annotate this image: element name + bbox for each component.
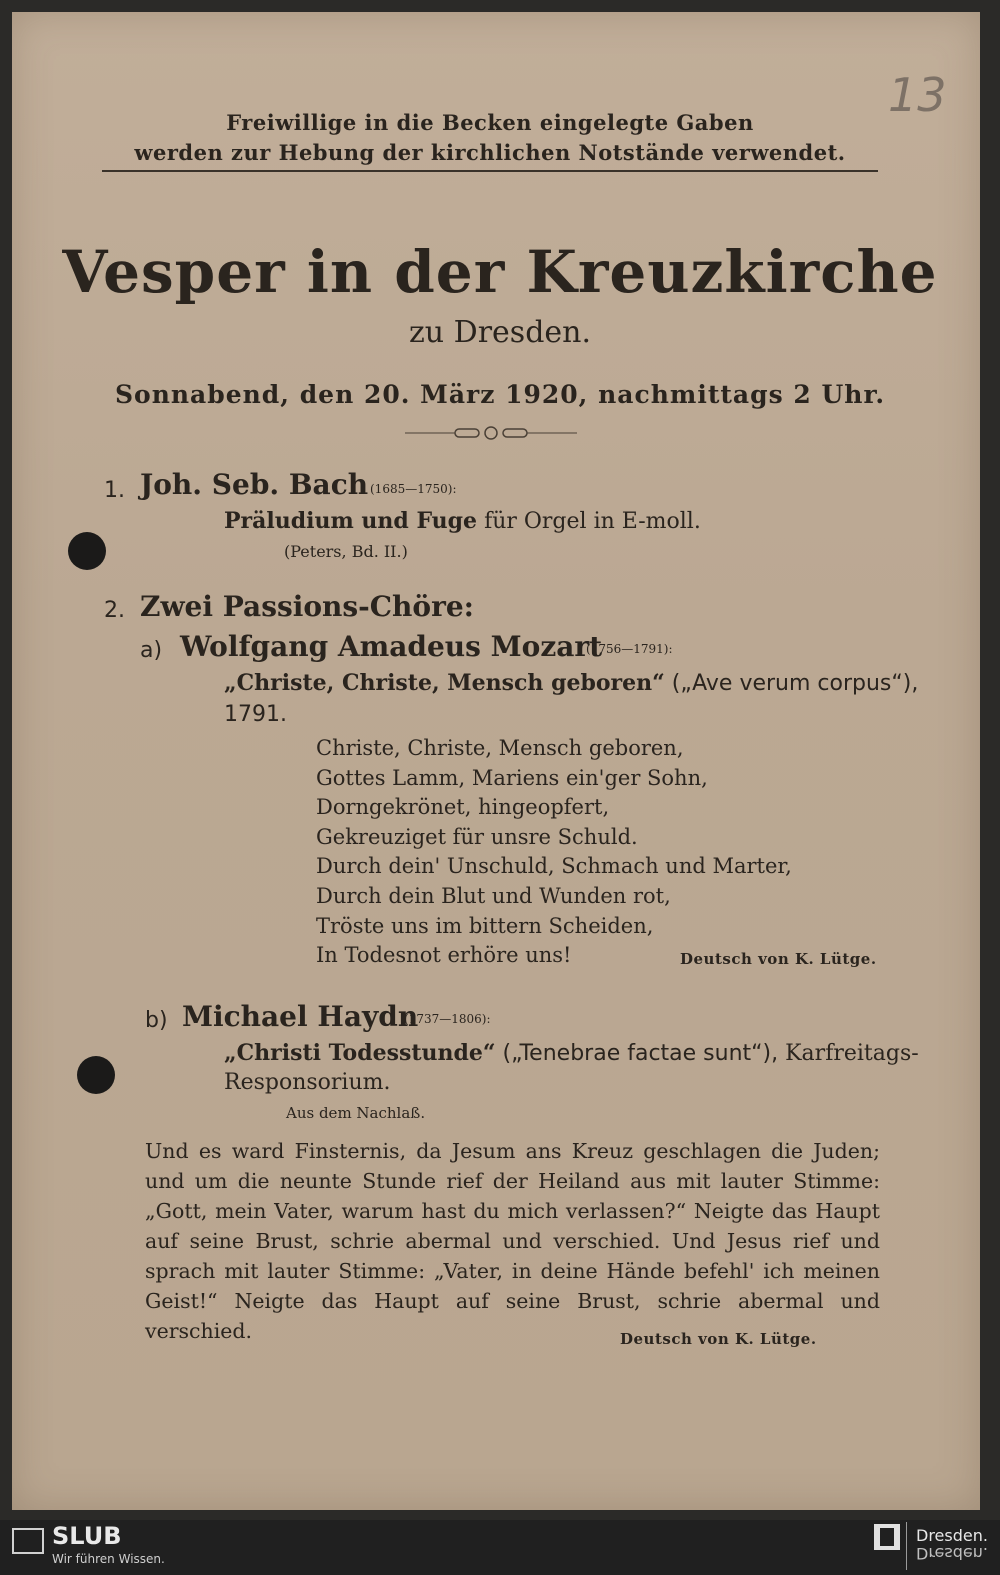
ornament-divider xyxy=(405,424,577,442)
work-year: 1791. xyxy=(224,702,287,727)
handwritten-page-number: 13 xyxy=(888,68,947,122)
poem-line: Christe, Christe, Mensch geboren, xyxy=(316,736,684,760)
poem-line: Durch dein' Unschuld, Schmach und Marter, xyxy=(316,854,792,879)
dresden-logo[interactable]: Dresden. xyxy=(916,1526,988,1545)
slub-brand[interactable]: SLUB xyxy=(52,1522,122,1550)
work-title-main: „Christe, Christe, Mensch geboren“ xyxy=(224,670,665,696)
footer-divider xyxy=(906,1522,907,1570)
poem-text xyxy=(316,734,792,971)
section-heading: Zwei Passions-Chöre: xyxy=(140,590,474,623)
item-number: 1. xyxy=(104,478,125,503)
composer-dates: (1685—1750): xyxy=(370,482,457,496)
composer-name: Wolfgang Amadeus Mozart xyxy=(180,630,603,663)
sub-item-letter: a) xyxy=(140,638,163,663)
work-title xyxy=(224,508,701,534)
composer-name: Michael Haydn xyxy=(182,1000,419,1033)
dresden-crest-icon xyxy=(874,1524,900,1550)
poem-line: Dorngekrönet, hingeopfert, xyxy=(316,795,610,820)
translation-credit: Deutsch von K. Lütge. xyxy=(680,950,877,968)
punch-hole-top xyxy=(68,532,106,570)
work-title-rest: für Orgel in E-moll. xyxy=(484,509,701,534)
work-title-line2: Responsorium. xyxy=(224,1070,391,1095)
dresden-logo-reflection: Dresden. xyxy=(916,1544,988,1563)
work-title-main: „Christi Todesstunde“ xyxy=(224,1040,496,1066)
poem-line: Tröste uns im bittern Scheiden, xyxy=(316,913,654,938)
poem-line: Gottes Lamm, Mariens ein'ger Sohn, xyxy=(316,765,708,790)
slub-tagline: Wir führen Wissen. xyxy=(52,1552,165,1566)
program-title: Vesper in der Kreuzkirche xyxy=(62,238,938,306)
work-title-tail: Karfreitags- xyxy=(785,1041,919,1066)
responsory-text: Und es ward Finsternis, da Jesum ans Kreuz geschlagen die Juden; und um die neunte Stunde rief der Heiland aus mit lauter Stimme: „Gott, mein Vater, warum hast du mich verlassen?“ Neigte das Haupt auf seine Brust, schrie abermal und verschied. Und Jesus rief und sprach mit lauter Stimme: „Vater, in deine Hände befehl' ich meinen Geist!“ Neigte das Haupt auf seine Brust, schrie abermal und verschied. xyxy=(145,1139,880,1343)
composer-dates: (1737—1806): xyxy=(404,1012,491,1026)
work-title-main: Präludium und Fuge xyxy=(224,508,478,534)
composer-name: Joh. Seb. Bach xyxy=(140,468,369,501)
work-title-rest: („Ave verum corpus“), xyxy=(671,671,919,696)
slub-logo-icon xyxy=(12,1528,44,1554)
score-source: (Peters, Bd. II.) xyxy=(284,542,408,561)
header-rule xyxy=(102,170,878,172)
donation-notice-line1: Freiwillige in die Becken eingelegte Gaben xyxy=(226,110,754,135)
poem-line: Durch dein Blut und Wunden rot, xyxy=(316,883,671,908)
footer-bar xyxy=(0,1520,1000,1575)
composer-dates: (1756—1791): xyxy=(586,642,673,656)
punch-hole-bottom xyxy=(77,1056,115,1094)
translation-credit: Deutsch von K. Lütge. xyxy=(620,1330,817,1348)
work-title xyxy=(224,1040,919,1066)
donation-notice-line2: werden zur Hebung der kirchlichen Notstände verwendet. xyxy=(134,140,846,165)
date-line: Sonnabend, den 20. März 1920, nachmittags 2 Uhr. xyxy=(114,380,886,409)
item-number: 2. xyxy=(104,598,125,623)
work-title xyxy=(224,670,918,696)
poem-line: In Todesnot erhöre uns! xyxy=(316,943,572,968)
sub-item-letter: b) xyxy=(145,1008,168,1033)
program-subtitle: zu Dresden. xyxy=(408,315,592,350)
score-source: Aus dem Nachlaß. xyxy=(286,1104,426,1122)
work-title-rest: („Tenebrae factae sunt“), xyxy=(502,1041,779,1066)
poem-line: Gekreuziget für unsre Schuld. xyxy=(316,824,638,849)
